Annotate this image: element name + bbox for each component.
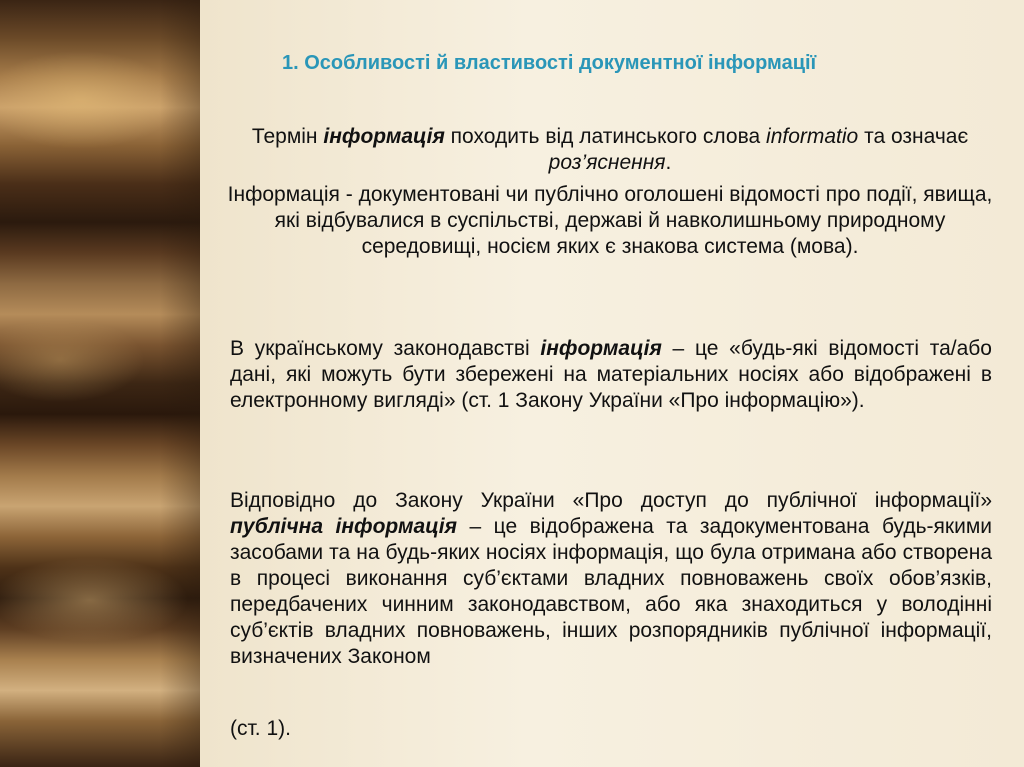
paragraph-public-information bbox=[230, 488, 992, 670]
p1-text-e: та означає bbox=[858, 125, 969, 148]
p1-text-g: . bbox=[665, 151, 672, 174]
paragraph-definition: Інформація - документовані чи публічно оголошені відомості про події, явища, які відбувалися в суспільстві, державі й навколишньому природному середовищі, носієм яких є знакова система (мова). bbox=[227, 183, 993, 258]
p1-term-bold: інформація bbox=[323, 125, 445, 148]
p3-term-bold: інформація bbox=[540, 337, 662, 360]
p4-text-a: Відповідно до Закону України «Про доступ до публічної інформації» bbox=[230, 489, 992, 512]
p1-meaning-italic: роз’яснення bbox=[548, 151, 666, 174]
paragraph-term-origin bbox=[222, 124, 998, 176]
paragraph-article-ref: (ст. 1). bbox=[230, 717, 291, 740]
p3-text-c: – це «будь-які відомості та/або дані, які можуть бути збережені на матеріальних носіях або відображені в електронному вигляді» (ст. 1 Закону України «Про інформацію»). bbox=[230, 337, 992, 412]
p4-text-c: – це відображена та задокументована будь-якими засобами та на будь-яких носіях інформація, що була отримана або створена в процесі виконання суб’єктами владних повноважень своїх обов’язків, передбачених чинним законодавством, або яка знаходиться у володінні суб’єктів владних повноважень, інших розпорядників публічної інформації, визначених Законом bbox=[230, 515, 992, 668]
p4-term-bold: публічна інформація bbox=[230, 515, 457, 538]
p3-text-a: В українському законодавстві bbox=[230, 337, 541, 360]
paragraph-legislation bbox=[230, 336, 992, 414]
slide-title: 1. Особливості й властивості документної інформації bbox=[282, 52, 817, 74]
decorative-sidebar-image bbox=[0, 0, 200, 767]
p1-latin-word: informatio bbox=[766, 125, 859, 148]
p1-text-c: походить від латинського слова bbox=[444, 125, 767, 148]
p1-text-a: Термін bbox=[251, 125, 324, 148]
